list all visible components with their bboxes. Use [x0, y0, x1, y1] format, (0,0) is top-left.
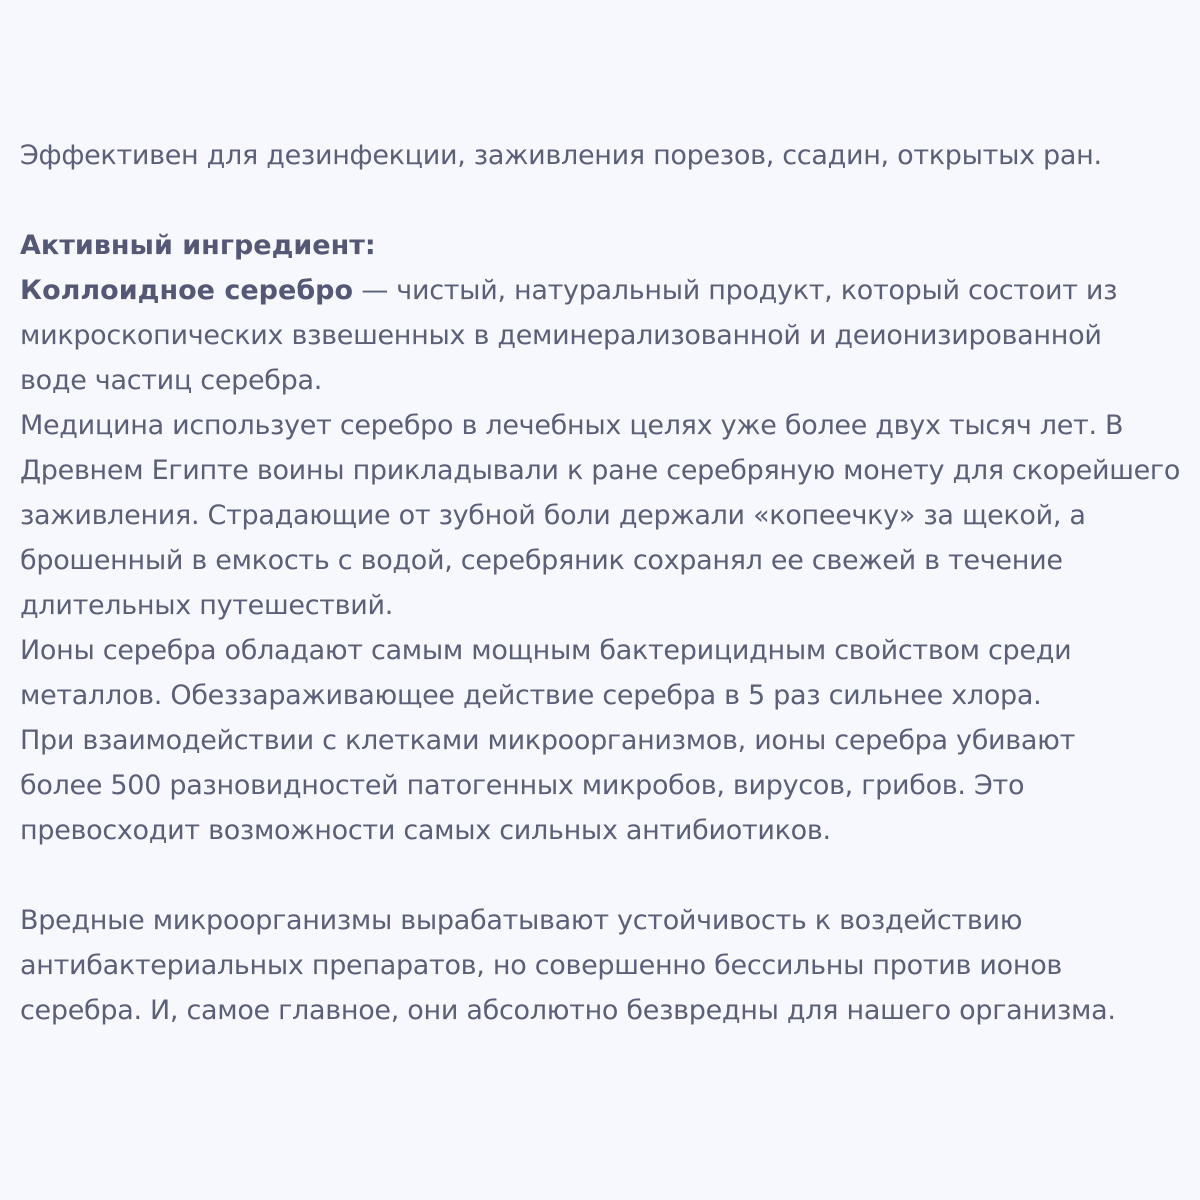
active-ingredient-description: — чистый, натуральный продукт, который состоит из [353, 275, 1118, 306]
spacer [20, 853, 1180, 898]
ions-line-2: металлов. Обеззараживающее действие серебра в 5 раз сильнее хлора. [20, 680, 1042, 711]
active-ingredient-heading: Активный ингредиент: [20, 230, 376, 261]
harmful-line-1: Вредные микроорганизмы вырабатывают устойчивость к воздействию [20, 905, 1023, 936]
active-ingredient-line-1 [20, 268, 1180, 313]
ions-line-3: При взаимодействии с клетками микроорганизмов, ионы серебра убивают [20, 725, 1076, 756]
active-ingredient-line-3: воде частиц серебра. [20, 365, 322, 396]
medicine-line-2: Древнем Египте воины прикладывали к ране серебряную монету для скорейшего [20, 455, 1181, 486]
active-ingredient-line-2: микроскопических взвешенных в деминерализованной и деионизированной [20, 320, 1102, 351]
ions-line-1: Ионы серебра обладают самым мощным бактерицидным свойством среди [20, 635, 1072, 666]
medicine-line-3: заживления. Страдающие от зубной боли держали «копеечку» за щекой, а [20, 500, 1086, 531]
intro-text: Эффективен для дезинфекции, заживления порезов, ссадин, открытых ран. [20, 140, 1102, 171]
harmful-line-3: серебра. И, самое главное, они абсолютно безвредны для нашего организма. [20, 995, 1116, 1026]
harmful-line-2: антибактериальных препаратов, но совершенно бессильны против ионов [20, 950, 1063, 981]
medicine-line-1: Медицина использует серебро в лечебных целях уже более двух тысяч лет. В [20, 410, 1124, 441]
ions-line-4: более 500 разновидностей патогенных микробов, вирусов, грибов. Это [20, 770, 1025, 801]
ions-line-5: превосходит возможности самых сильных антибиотиков. [20, 815, 831, 846]
medicine-line-4: брошенный в емкость с водой, серебряник сохранял ее свежей в течение [20, 545, 1063, 576]
active-ingredient-term: Коллоидное серебро [20, 275, 354, 306]
medicine-line-5: длительных путешествий. [20, 590, 394, 621]
spacer [20, 178, 1180, 223]
